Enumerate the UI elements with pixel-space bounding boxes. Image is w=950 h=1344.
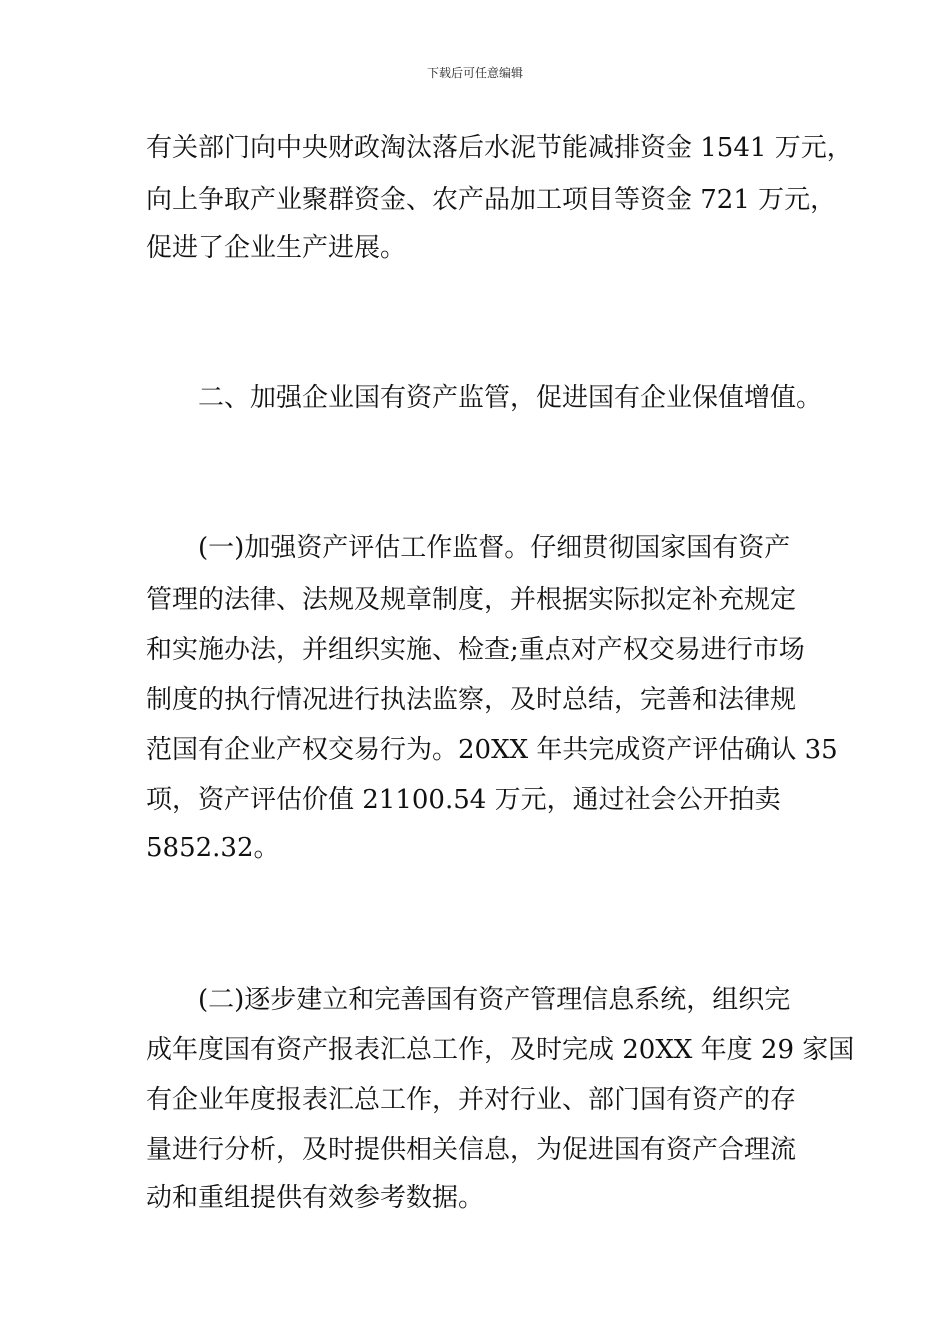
- header-note: 下载后可任意编辑: [426, 66, 523, 80]
- heading-line: 二、加强企业国有资产监管，促进国有企业保值增值。: [198, 383, 823, 413]
- text-line: 量进行分析，及时提供相关信息，为促进国有资产合理流: [146, 1135, 797, 1165]
- text-line: 向上争取产业聚群资金、农产品加工项目等资金 721 万元，: [146, 185, 837, 215]
- text-line: (一)加强资产评估工作监督。仔细贯彻国家国有资产: [198, 533, 791, 563]
- text-line: 有企业年度报表汇总工作，并对行业、部门国有资产的存: [146, 1085, 797, 1115]
- text-line: 和实施办法，并组织实施、检查;重点对产权交易进行市场: [146, 635, 805, 665]
- text-line: (二)逐步建立和完善国有资产管理信息系统，组织完: [198, 985, 791, 1015]
- text-line: 促进了企业生产进展。: [146, 233, 407, 263]
- text-line: 有关部门向中央财政淘汰落后水泥节能减排资金 1541 万元，: [146, 133, 853, 163]
- text-line: 成年度国有资产报表汇总工作，及时完成 20XX 年度 29 家国: [146, 1035, 855, 1065]
- text-line: 制度的执行情况进行执法监察，及时总结，完善和法律规: [146, 685, 797, 715]
- text-line: 管理的法律、法规及规章制度，并根据实际拟定补充规定: [146, 585, 797, 615]
- text-line: 项，资产评估价值 21100.54 万元，通过社会公开拍卖: [146, 785, 781, 815]
- text-line: 范国有企业产权交易行为。20XX 年共完成资产评估确认 35: [146, 735, 838, 765]
- text-line: 动和重组提供有效参考数据。: [146, 1183, 485, 1213]
- text-line: 5852.32。: [146, 833, 280, 863]
